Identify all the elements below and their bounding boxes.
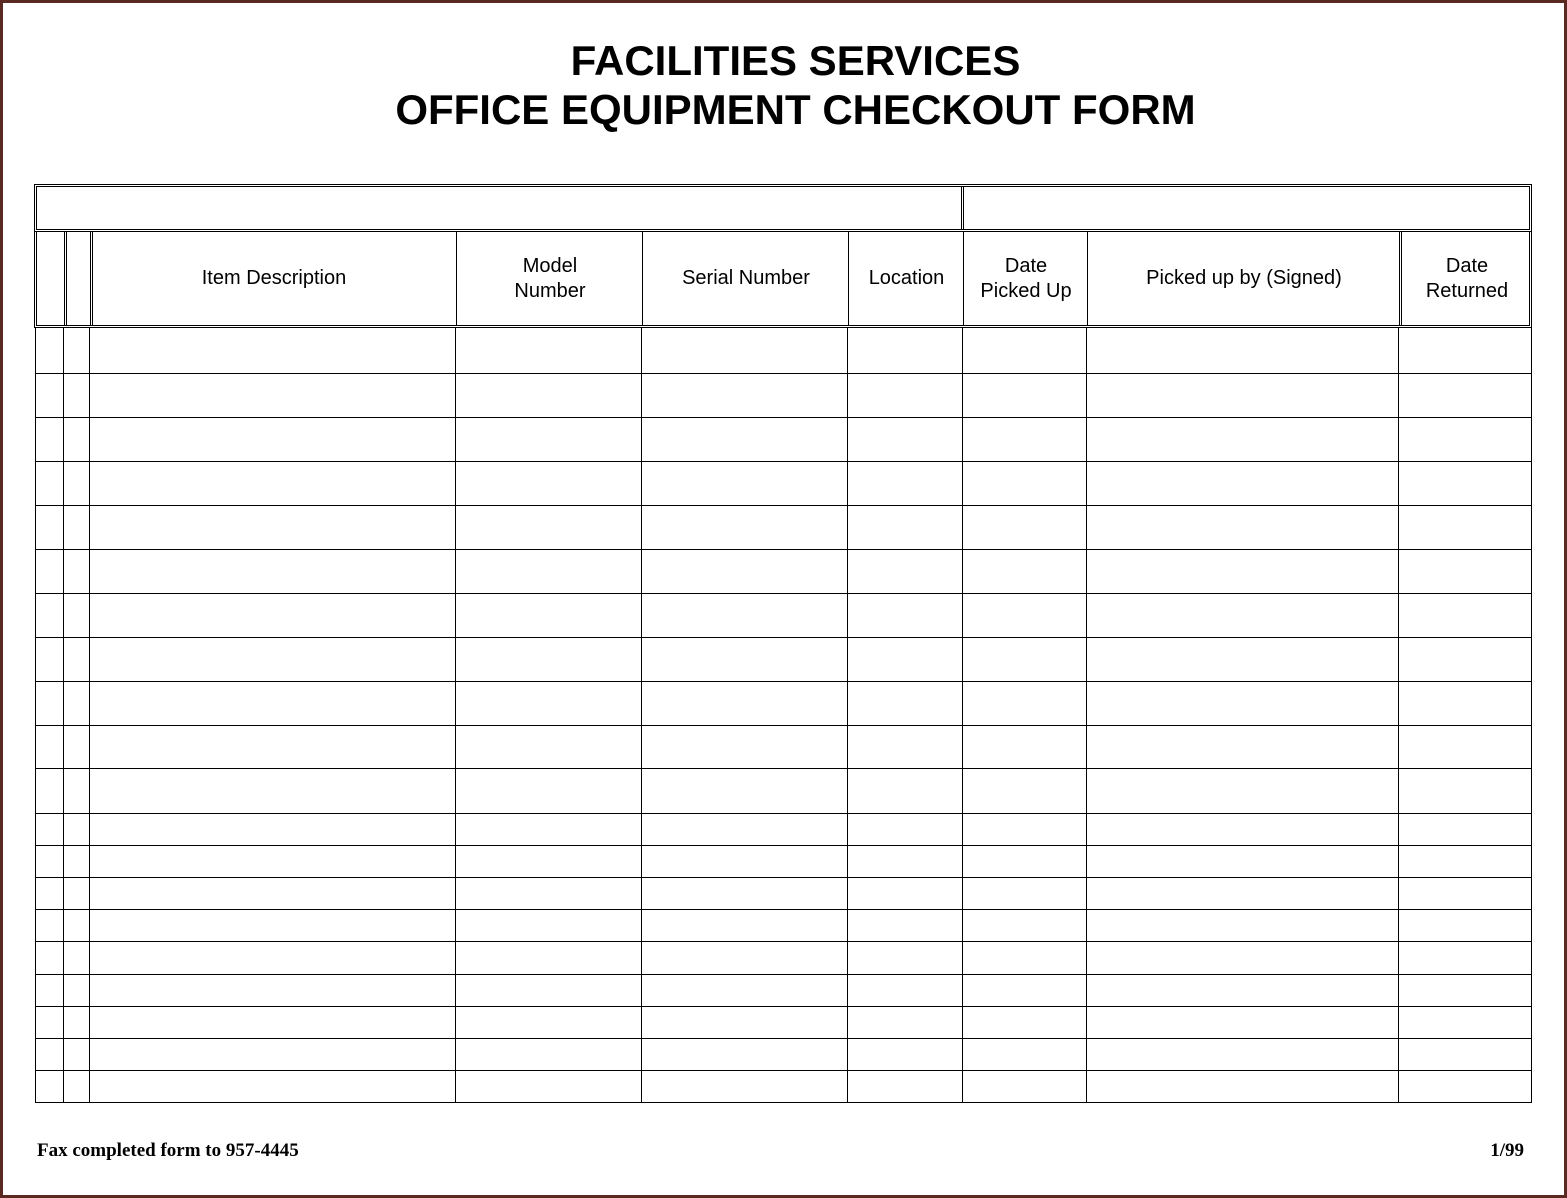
cell-item-description[interactable]	[90, 328, 456, 373]
cell-check2[interactable]	[64, 1006, 90, 1038]
cell-location[interactable]	[848, 681, 963, 725]
header-serial-number: Serial Number	[682, 267, 810, 289]
cell-date-picked-up[interactable]	[963, 1038, 1087, 1070]
header-location: Location	[868, 267, 945, 289]
cell-date-picked-up[interactable]	[963, 461, 1087, 505]
cell-serial-number[interactable]	[642, 813, 848, 845]
cell-model-number[interactable]	[456, 941, 642, 974]
cell-serial-number[interactable]	[642, 461, 848, 505]
cell-check2[interactable]	[64, 909, 90, 941]
cell-item-description[interactable]	[90, 549, 456, 593]
cell-date-picked-up[interactable]	[963, 725, 1087, 768]
cell-picked-up-by[interactable]	[1087, 593, 1399, 637]
cell-item-description[interactable]	[90, 974, 456, 1006]
cell-date-returned[interactable]	[1399, 1006, 1533, 1038]
cell-date-picked-up[interactable]	[963, 909, 1087, 941]
cell-date-picked-up[interactable]	[963, 328, 1087, 373]
cell-serial-number[interactable]	[642, 373, 848, 417]
cell-item-description[interactable]	[90, 461, 456, 505]
cell-date-returned[interactable]	[1399, 593, 1533, 637]
header-column-divider	[1399, 232, 1405, 325]
cell-date-returned[interactable]	[1399, 328, 1533, 373]
cell-picked-up-by[interactable]	[1087, 1006, 1399, 1038]
cell-serial-number[interactable]	[642, 1038, 848, 1070]
header-column-divider	[963, 232, 964, 325]
cell-item-description[interactable]	[90, 845, 456, 877]
cell-picked-up-by[interactable]	[1087, 328, 1399, 373]
cell-item-description[interactable]	[90, 373, 456, 417]
cell-picked-up-by[interactable]	[1087, 417, 1399, 461]
cell-picked-up-by[interactable]	[1087, 725, 1399, 768]
cell-check1[interactable]	[36, 768, 64, 813]
cell-check2[interactable]	[64, 974, 90, 1006]
cell-serial-number[interactable]	[642, 974, 848, 1006]
cell-check1[interactable]	[36, 877, 64, 909]
cell-check1[interactable]	[36, 1038, 64, 1070]
cell-check2[interactable]	[64, 1038, 90, 1070]
cell-location[interactable]	[848, 593, 963, 637]
header-column-divider	[1087, 232, 1088, 325]
form-revision: 1/99	[1490, 1140, 1524, 1161]
cell-check1[interactable]	[36, 417, 64, 461]
cell-date-picked-up[interactable]	[963, 941, 1087, 974]
cell-model-number[interactable]	[456, 1006, 642, 1038]
cell-location[interactable]	[848, 725, 963, 768]
cell-location[interactable]	[848, 941, 963, 974]
cell-item-description[interactable]	[90, 941, 456, 974]
cell-item-description[interactable]	[90, 909, 456, 941]
cell-date-returned[interactable]	[1399, 1070, 1533, 1103]
cell-check1[interactable]	[36, 549, 64, 593]
cell-date-returned[interactable]	[1399, 681, 1533, 725]
cell-check1[interactable]	[36, 725, 64, 768]
cell-check1[interactable]	[36, 637, 64, 681]
cell-date-picked-up[interactable]	[963, 845, 1087, 877]
cell-serial-number[interactable]	[642, 1006, 848, 1038]
cell-picked-up-by[interactable]	[1087, 373, 1399, 417]
cell-model-number[interactable]	[456, 681, 642, 725]
table-header-row	[34, 232, 1532, 328]
cell-model-number[interactable]	[456, 1070, 642, 1103]
cell-check1[interactable]	[36, 461, 64, 505]
cell-date-returned[interactable]	[1399, 725, 1533, 768]
cell-location[interactable]	[848, 845, 963, 877]
form-top-band	[34, 184, 1532, 232]
cell-model-number[interactable]	[456, 877, 642, 909]
cell-location[interactable]	[848, 373, 963, 417]
fax-note: Fax completed form to 957-4445	[37, 1140, 299, 1161]
cell-model-number[interactable]	[456, 1038, 642, 1070]
cell-model-number[interactable]	[456, 637, 642, 681]
cell-location[interactable]	[848, 1006, 963, 1038]
cell-date-picked-up[interactable]	[963, 549, 1087, 593]
cell-picked-up-by[interactable]	[1087, 974, 1399, 1006]
cell-check2[interactable]	[64, 845, 90, 877]
cell-check2[interactable]	[64, 328, 90, 373]
cell-check2[interactable]	[64, 1070, 90, 1103]
cell-item-description[interactable]	[90, 505, 456, 549]
cell-serial-number[interactable]	[642, 549, 848, 593]
cell-serial-number[interactable]	[642, 725, 848, 768]
cell-serial-number[interactable]	[642, 681, 848, 725]
cell-item-description[interactable]	[90, 1070, 456, 1103]
cell-location[interactable]	[848, 768, 963, 813]
cell-location[interactable]	[848, 417, 963, 461]
cell-location[interactable]	[848, 1038, 963, 1070]
cell-check2[interactable]	[64, 637, 90, 681]
cell-date-picked-up[interactable]	[963, 1006, 1087, 1038]
cell-location[interactable]	[848, 813, 963, 845]
cell-check1[interactable]	[36, 1070, 64, 1103]
cell-check2[interactable]	[64, 593, 90, 637]
header-picked-up-by: Picked up by (Signed)	[1146, 267, 1342, 289]
cell-date-picked-up[interactable]	[963, 974, 1087, 1006]
cell-location[interactable]	[848, 505, 963, 549]
cell-picked-up-by[interactable]	[1087, 549, 1399, 593]
header-column-divider	[848, 232, 849, 325]
cell-date-returned[interactable]	[1399, 909, 1533, 941]
checkout-table-body	[35, 328, 1532, 1103]
cell-location[interactable]	[848, 328, 963, 373]
cell-date-returned[interactable]	[1399, 373, 1533, 417]
cell-model-number[interactable]	[456, 593, 642, 637]
cell-model-number[interactable]	[456, 909, 642, 941]
cell-picked-up-by[interactable]	[1087, 768, 1399, 813]
cell-picked-up-by[interactable]	[1087, 1070, 1399, 1103]
cell-model-number[interactable]	[456, 373, 642, 417]
header-column-divider	[642, 232, 643, 325]
cell-location[interactable]	[848, 637, 963, 681]
cell-check2[interactable]	[64, 877, 90, 909]
cell-serial-number[interactable]	[642, 637, 848, 681]
cell-date-returned[interactable]	[1399, 549, 1533, 593]
cell-picked-up-by[interactable]	[1087, 461, 1399, 505]
cell-model-number[interactable]	[456, 725, 642, 768]
cell-check2[interactable]	[64, 681, 90, 725]
cell-picked-up-by[interactable]	[1087, 877, 1399, 909]
cell-check1[interactable]	[36, 941, 64, 974]
cell-date-picked-up[interactable]	[963, 813, 1087, 845]
cell-date-picked-up[interactable]	[963, 373, 1087, 417]
form-title-line2: OFFICE EQUIPMENT CHECKOUT FORM	[395, 86, 1196, 133]
cell-serial-number[interactable]	[642, 1070, 848, 1103]
cell-model-number[interactable]	[456, 328, 642, 373]
cell-model-number[interactable]	[456, 505, 642, 549]
cell-picked-up-by[interactable]	[1087, 813, 1399, 845]
header-date-picked-up: Date Picked Up	[980, 254, 1072, 302]
cell-picked-up-by[interactable]	[1087, 941, 1399, 974]
cell-serial-number[interactable]	[642, 877, 848, 909]
cell-check1[interactable]	[36, 373, 64, 417]
cell-picked-up-by[interactable]	[1087, 505, 1399, 549]
cell-item-description[interactable]	[90, 725, 456, 768]
cell-check1[interactable]	[36, 681, 64, 725]
cell-serial-number[interactable]	[642, 505, 848, 549]
cell-picked-up-by[interactable]	[1087, 845, 1399, 877]
cell-model-number[interactable]	[456, 461, 642, 505]
cell-location[interactable]	[848, 461, 963, 505]
cell-check2[interactable]	[64, 813, 90, 845]
cell-item-description[interactable]	[90, 1038, 456, 1070]
header-item-description: Item Description	[201, 267, 347, 289]
cell-check2[interactable]	[64, 373, 90, 417]
cell-model-number[interactable]	[456, 974, 642, 1006]
cell-check2[interactable]	[64, 725, 90, 768]
cell-check1[interactable]	[36, 974, 64, 1006]
cell-date-returned[interactable]	[1399, 877, 1533, 909]
cell-location[interactable]	[848, 974, 963, 1006]
cell-date-returned[interactable]	[1399, 505, 1533, 549]
cell-date-picked-up[interactable]	[963, 681, 1087, 725]
cell-item-description[interactable]	[90, 417, 456, 461]
cell-serial-number[interactable]	[642, 845, 848, 877]
cell-location[interactable]	[848, 877, 963, 909]
cell-location[interactable]	[848, 909, 963, 941]
cell-check2[interactable]	[64, 461, 90, 505]
cell-picked-up-by[interactable]	[1087, 1038, 1399, 1070]
header-column-divider	[64, 232, 70, 325]
cell-item-description[interactable]	[90, 1006, 456, 1038]
cell-date-picked-up[interactable]	[963, 768, 1087, 813]
header-column-divider	[456, 232, 457, 325]
cell-check1[interactable]	[36, 593, 64, 637]
cell-check1[interactable]	[36, 505, 64, 549]
cell-location[interactable]	[848, 1070, 963, 1103]
cell-item-description[interactable]	[90, 681, 456, 725]
cell-date-returned[interactable]	[1399, 461, 1533, 505]
cell-item-description[interactable]	[90, 768, 456, 813]
cell-date-picked-up[interactable]	[963, 417, 1087, 461]
cell-date-returned[interactable]	[1399, 941, 1533, 974]
top-band-divider	[961, 187, 964, 229]
cell-date-returned[interactable]	[1399, 845, 1533, 877]
cell-item-description[interactable]	[90, 637, 456, 681]
cell-check1[interactable]	[36, 845, 64, 877]
cell-model-number[interactable]	[456, 813, 642, 845]
cell-date-returned[interactable]	[1399, 974, 1533, 1006]
cell-check2[interactable]	[64, 549, 90, 593]
cell-check2[interactable]	[64, 505, 90, 549]
header-date-returned: Date Returned	[1425, 254, 1509, 302]
cell-picked-up-by[interactable]	[1087, 681, 1399, 725]
cell-item-description[interactable]	[90, 877, 456, 909]
cell-picked-up-by[interactable]	[1087, 637, 1399, 681]
cell-model-number[interactable]	[456, 768, 642, 813]
cell-check2[interactable]	[64, 768, 90, 813]
cell-serial-number[interactable]	[642, 941, 848, 974]
cell-serial-number[interactable]	[642, 909, 848, 941]
cell-model-number[interactable]	[456, 549, 642, 593]
form-title-line1: FACILITIES SERVICES	[570, 37, 1021, 84]
cell-date-picked-up[interactable]	[963, 593, 1087, 637]
cell-check2[interactable]	[64, 941, 90, 974]
cell-date-picked-up[interactable]	[963, 637, 1087, 681]
cell-date-picked-up[interactable]	[963, 877, 1087, 909]
cell-serial-number[interactable]	[642, 328, 848, 373]
cell-date-returned[interactable]	[1399, 1038, 1533, 1070]
cell-serial-number[interactable]	[642, 768, 848, 813]
cell-date-returned[interactable]	[1399, 417, 1533, 461]
cell-date-returned[interactable]	[1399, 768, 1533, 813]
cell-serial-number[interactable]	[642, 593, 848, 637]
header-model-number: Model Number	[514, 254, 586, 302]
cell-date-picked-up[interactable]	[963, 505, 1087, 549]
cell-check1[interactable]	[36, 328, 64, 373]
cell-location[interactable]	[848, 549, 963, 593]
cell-date-returned[interactable]	[1399, 813, 1533, 845]
cell-picked-up-by[interactable]	[1087, 909, 1399, 941]
cell-check2[interactable]	[64, 417, 90, 461]
cell-check1[interactable]	[36, 909, 64, 941]
cell-date-picked-up[interactable]	[963, 1070, 1087, 1103]
cell-model-number[interactable]	[456, 845, 642, 877]
header-column-divider	[90, 232, 96, 325]
cell-item-description[interactable]	[90, 813, 456, 845]
cell-check1[interactable]	[36, 813, 64, 845]
cell-model-number[interactable]	[456, 417, 642, 461]
cell-check1[interactable]	[36, 1006, 64, 1038]
cell-item-description[interactable]	[90, 593, 456, 637]
cell-date-returned[interactable]	[1399, 637, 1533, 681]
header-check1	[37, 232, 65, 325]
cell-serial-number[interactable]	[642, 417, 848, 461]
